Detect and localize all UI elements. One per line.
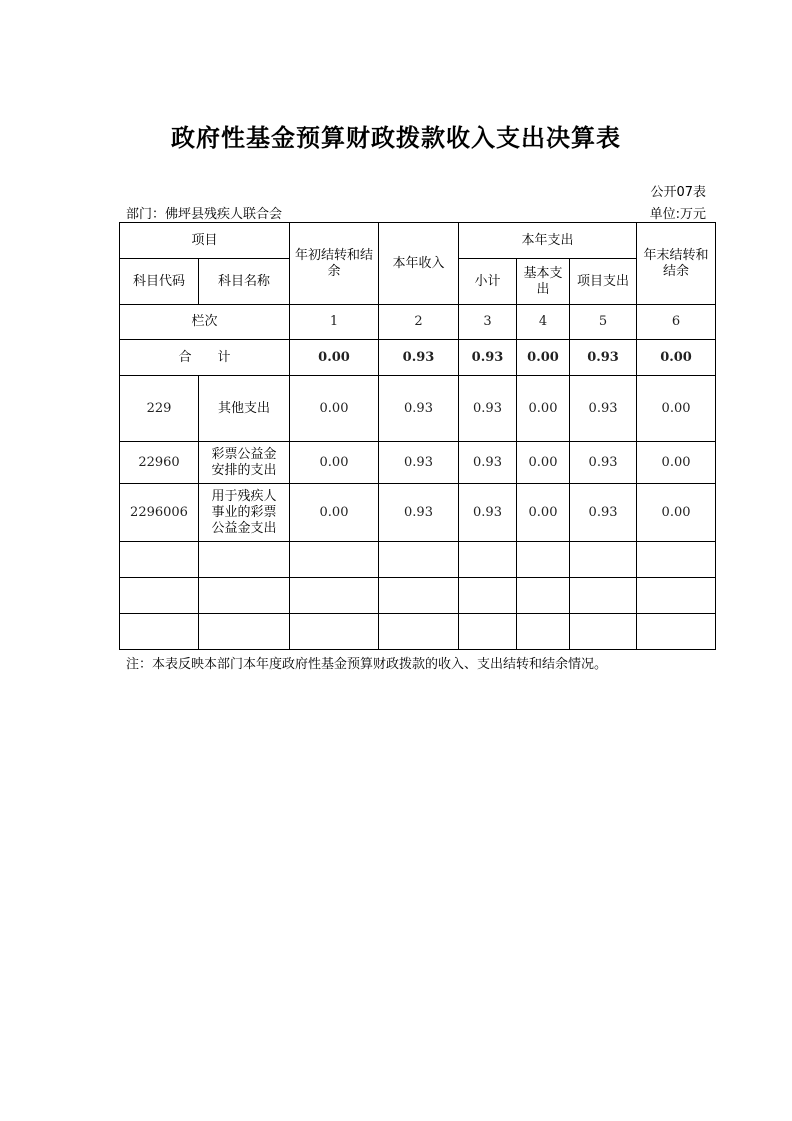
column-number: 1: [290, 305, 379, 340]
header-income: 本年收入: [379, 223, 459, 305]
cell-value: 0.93: [459, 442, 517, 484]
subject-name: 其他支出: [199, 376, 290, 442]
header-item: 项目: [120, 223, 290, 259]
total-value: 0.00: [637, 340, 716, 376]
cell-value: 0.93: [379, 376, 459, 442]
subject-code: 22960: [120, 442, 199, 484]
header-code: 科目代码: [120, 259, 199, 305]
budget-table: [119, 222, 716, 650]
total-label: 合 计: [120, 340, 290, 376]
table-row: [120, 376, 716, 442]
header-opening-balance: 年初结转和结余: [290, 223, 379, 305]
column-number: 2: [379, 305, 459, 340]
cell-value: 0.00: [290, 376, 379, 442]
department-label: 部门：佛坪县残疾人联合会: [126, 207, 283, 222]
table-row: [120, 484, 716, 542]
unit-label: 单位:万元: [649, 207, 706, 222]
column-number-row: [120, 305, 716, 340]
total-row: [120, 340, 716, 376]
cell-value: 0.93: [379, 442, 459, 484]
column-number: 4: [517, 305, 570, 340]
header-subtotal: 小计: [459, 259, 517, 305]
empty-row: [120, 542, 716, 578]
cell-value: 0.00: [637, 484, 716, 542]
total-value: 0.93: [379, 340, 459, 376]
empty-row: [120, 614, 716, 650]
total-value: 0.00: [517, 340, 570, 376]
header-expenditure: 本年支出: [459, 223, 637, 259]
column-number-label: 栏次: [120, 305, 290, 340]
subject-code: 2296006: [120, 484, 199, 542]
cell-value: 0.93: [570, 442, 637, 484]
page-title: 政府性基金预算财政拨款收入支出决算表: [171, 123, 621, 152]
cell-value: 0.00: [637, 442, 716, 484]
cell-value: 0.93: [459, 376, 517, 442]
subject-name: 用于残疾人事业的彩票公益金支出: [199, 484, 290, 542]
cell-value: 0.00: [517, 442, 570, 484]
form-number: 公开07表: [650, 185, 706, 200]
cell-value: 0.00: [517, 484, 570, 542]
cell-value: 0.00: [290, 442, 379, 484]
header-project: 项目支出: [570, 259, 637, 305]
cell-value: 0.93: [459, 484, 517, 542]
empty-row: [120, 578, 716, 614]
cell-value: 0.93: [570, 484, 637, 542]
total-value: 0.00: [290, 340, 379, 376]
cell-value: 0.00: [517, 376, 570, 442]
cell-value: 0.93: [570, 376, 637, 442]
cell-value: 0.93: [379, 484, 459, 542]
table-row: [120, 442, 716, 484]
header-basic: 基本支出: [517, 259, 570, 305]
subject-code: 229: [120, 376, 199, 442]
total-value: 0.93: [570, 340, 637, 376]
column-number: 5: [570, 305, 637, 340]
cell-value: 0.00: [637, 376, 716, 442]
header-name: 科目名称: [199, 259, 290, 305]
header-closing-balance: 年末结转和结余: [637, 223, 716, 305]
column-number: 3: [459, 305, 517, 340]
header-row-1: [120, 223, 716, 259]
column-number: 6: [637, 305, 716, 340]
cell-value: 0.00: [290, 484, 379, 542]
table-note: 注：本表反映本部门本年度政府性基金预算财政拨款的收入、支出结转和结余情况。: [126, 657, 608, 672]
subject-name: 彩票公益金安排的支出: [199, 442, 290, 484]
total-value: 0.93: [459, 340, 517, 376]
